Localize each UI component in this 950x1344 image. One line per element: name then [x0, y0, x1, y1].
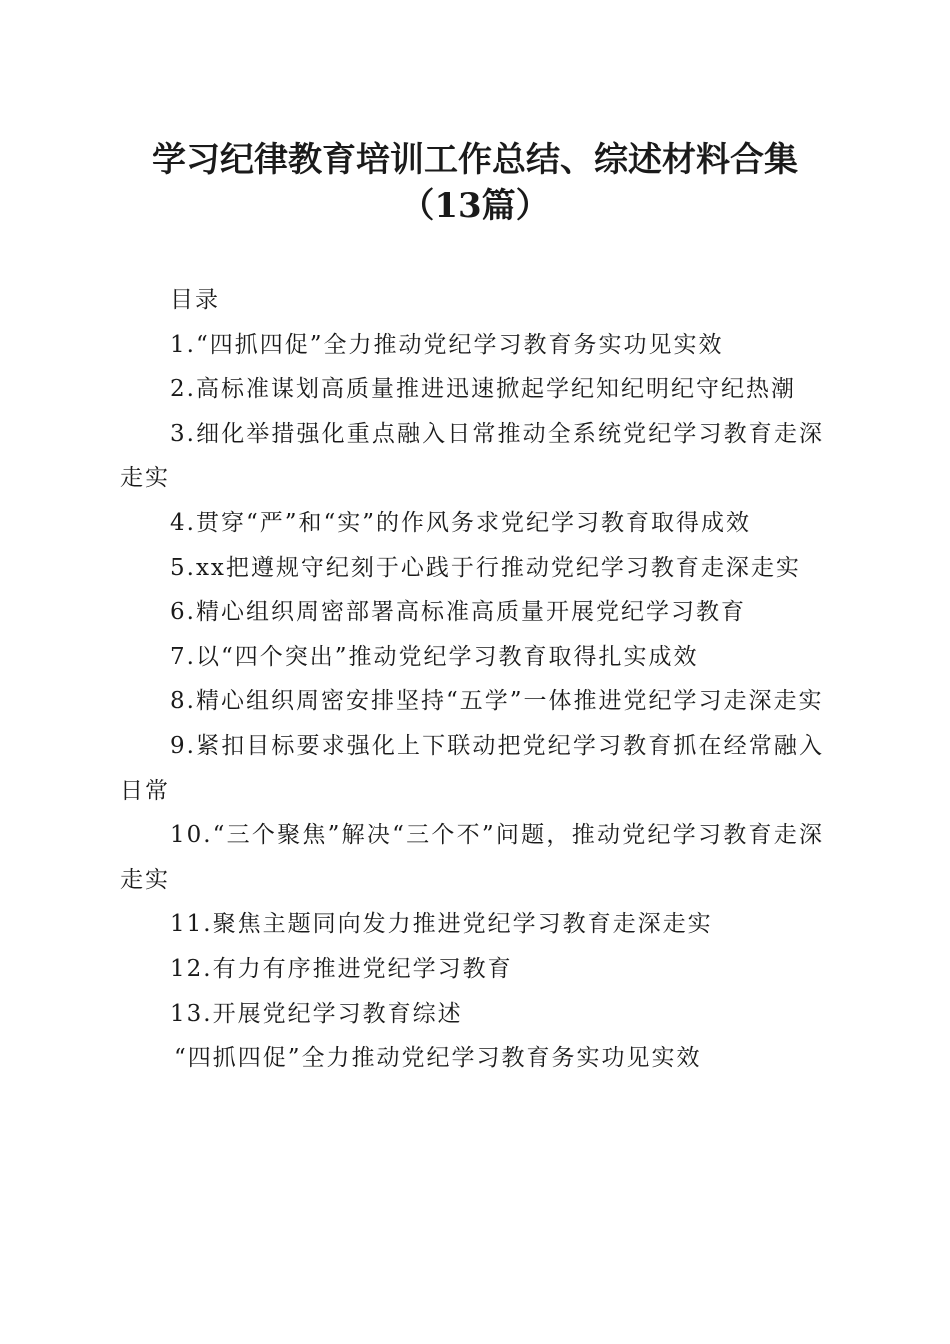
- toc-item: 7.以“四个突出”推动党纪学习教育取得扎实成效: [170, 643, 699, 670]
- toc-item: 8.精心组织周密安排坚持“五学”一体推进党纪学习走深走实: [170, 688, 824, 715]
- toc-item: 10.“三个聚焦”解决“三个不”问题，推动党纪学习教育走深走实: [120, 822, 824, 893]
- toc-item: 1.“四抓四促”全力推动党纪学习教育务实功见实效: [170, 331, 724, 358]
- toc-item: 12.有力有序推进党纪学习教育: [170, 955, 513, 982]
- document-body: [120, 278, 824, 1081]
- toc-item: 3.细化举措强化重点融入日常推动全系统党纪学习教育走深走实: [120, 420, 824, 492]
- toc-item: 9.紧扣目标要求强化上下联动把党纪学习教育抓在经常融入日常: [120, 732, 824, 804]
- toc-item: 13.开展党纪学习教育综述: [170, 1000, 463, 1027]
- toc-item: 2.高标准谋划高质量推进迅速掀起学纪知纪明纪守纪热潮: [170, 376, 796, 403]
- toc-heading: 目录: [170, 287, 220, 313]
- toc-item: 5.xx把遵规守纪刻于心践于行推动党纪学习教育走深走实: [170, 554, 801, 581]
- document-title: 学习纪律教育培训工作总结、综述材料合集: [152, 140, 798, 180]
- toc-item: 11.聚焦主题同向发力推进党纪学习教育走深走实: [170, 911, 713, 938]
- document-subtitle: （13篇）: [400, 186, 550, 226]
- first-article-title: “四抓四促”全力推动党纪学习教育务实功见实效: [174, 1045, 702, 1072]
- toc-item: 4.贯穿“严”和“实”的作风务求党纪学习教育取得成效: [170, 509, 751, 536]
- toc-item: 6.精心组织周密部署高标准高质量开展党纪学习教育: [170, 599, 746, 626]
